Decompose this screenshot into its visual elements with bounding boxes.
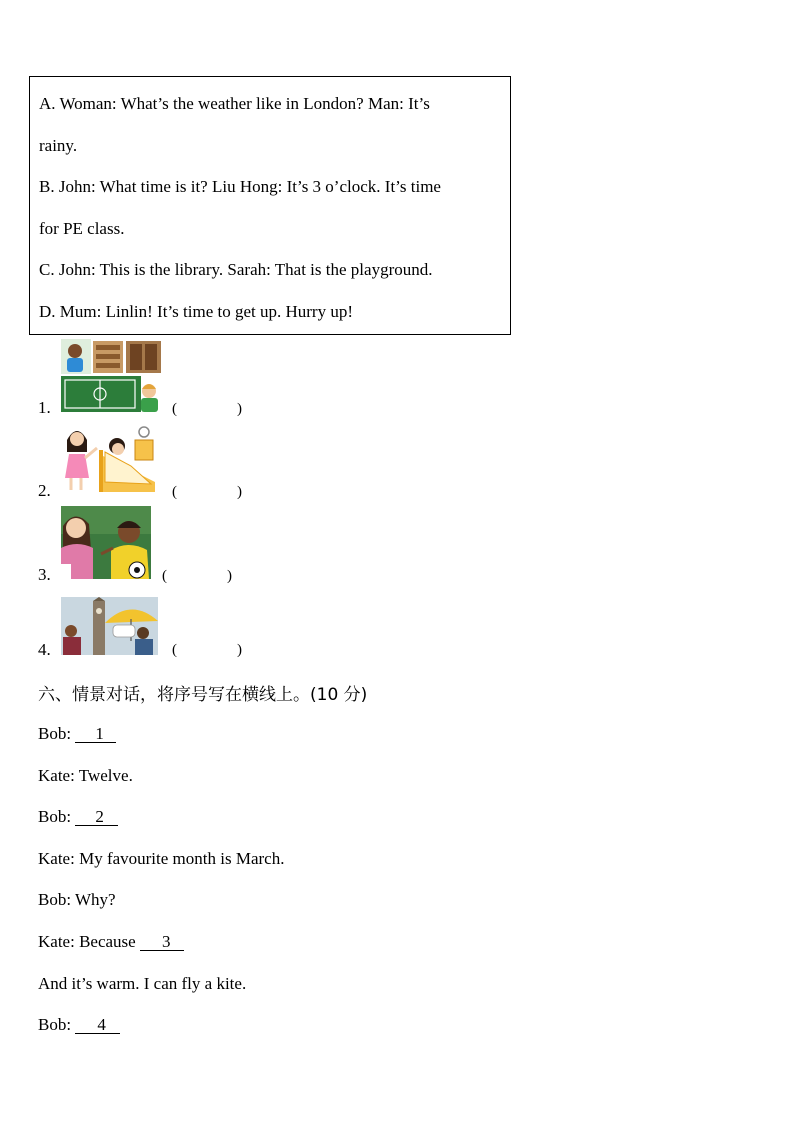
dialogue-line-8 [38, 1015, 120, 1035]
dialogue-speaker: Bob: [38, 807, 72, 826]
option-b-line1: B. John: What time is it? Liu Hong: It’s 3 o’clock. It’s time [39, 177, 441, 196]
dialogue-line-5 [38, 890, 116, 910]
dialogue-text: Twelve. [78, 766, 133, 785]
option-a-line1: A. Woman: What’s the weather like in London? Man: It’s [39, 94, 430, 113]
dialogue-speaker: Kate: [38, 932, 75, 951]
answer-blank-4[interactable] [75, 1017, 120, 1034]
dialogue-speaker: Kate: [38, 849, 75, 868]
dialogue-line-7 [38, 974, 246, 994]
question-4-number: 4. [38, 640, 51, 659]
option-a-line2: rainy. [39, 136, 78, 155]
london-rain-umbrella-picture [61, 597, 158, 655]
dialogue-speaker: Bob: [38, 890, 72, 909]
blank-number: 4 [97, 1015, 106, 1034]
dialogue-line-6 [38, 932, 184, 952]
answer-blank-2[interactable] [75, 809, 118, 826]
dialogue-line-1 [38, 724, 116, 744]
school-library-playground-picture [61, 339, 163, 412]
dialogue-speaker: Bob: [38, 724, 72, 743]
question-2-answer-paren[interactable]: ( ) [172, 484, 242, 500]
question-4-answer-paren[interactable]: ( ) [172, 642, 242, 658]
dialogue-speaker: Kate: [38, 766, 75, 785]
blank-number: 3 [161, 932, 171, 951]
question-3-answer-paren[interactable]: ( ) [162, 568, 232, 584]
dialogue-text: Why? [75, 890, 116, 909]
question-3-number: 3. [38, 565, 51, 584]
dialogue-line-2 [38, 766, 133, 786]
dialogue-text: And it’s warm. I can fly a kite. [38, 974, 247, 993]
dialogue-speaker: Bob: [38, 1015, 72, 1034]
dialogue-text: Because [79, 932, 136, 951]
option-c: C. John: This is the library. Sarah: That is the playground. [39, 260, 433, 279]
question-1-number: 1. [38, 398, 51, 417]
dialogue-line-4 [38, 849, 284, 869]
children-talking-time-picture [61, 506, 151, 579]
blank-number: 1 [95, 724, 104, 743]
dialogue-line-3 [38, 807, 118, 827]
question-2-number: 2. [38, 481, 51, 500]
blank-number: 2 [95, 807, 104, 826]
answer-blank-1[interactable] [75, 726, 116, 743]
section-title: 六、情景对话，将序号写在横线上。(10 分) [38, 685, 368, 705]
options-box [29, 76, 511, 335]
answer-blank-3[interactable] [140, 934, 185, 951]
option-b-line2: for PE class. [39, 219, 125, 238]
dialogue-text: My favourite month is March. [79, 849, 285, 868]
wake-up-bedroom-picture [61, 422, 158, 495]
question-1-answer-paren[interactable]: ( ) [172, 401, 242, 417]
option-d: D. Mum: Linlin! It’s time to get up. Hurry up! [39, 302, 353, 321]
